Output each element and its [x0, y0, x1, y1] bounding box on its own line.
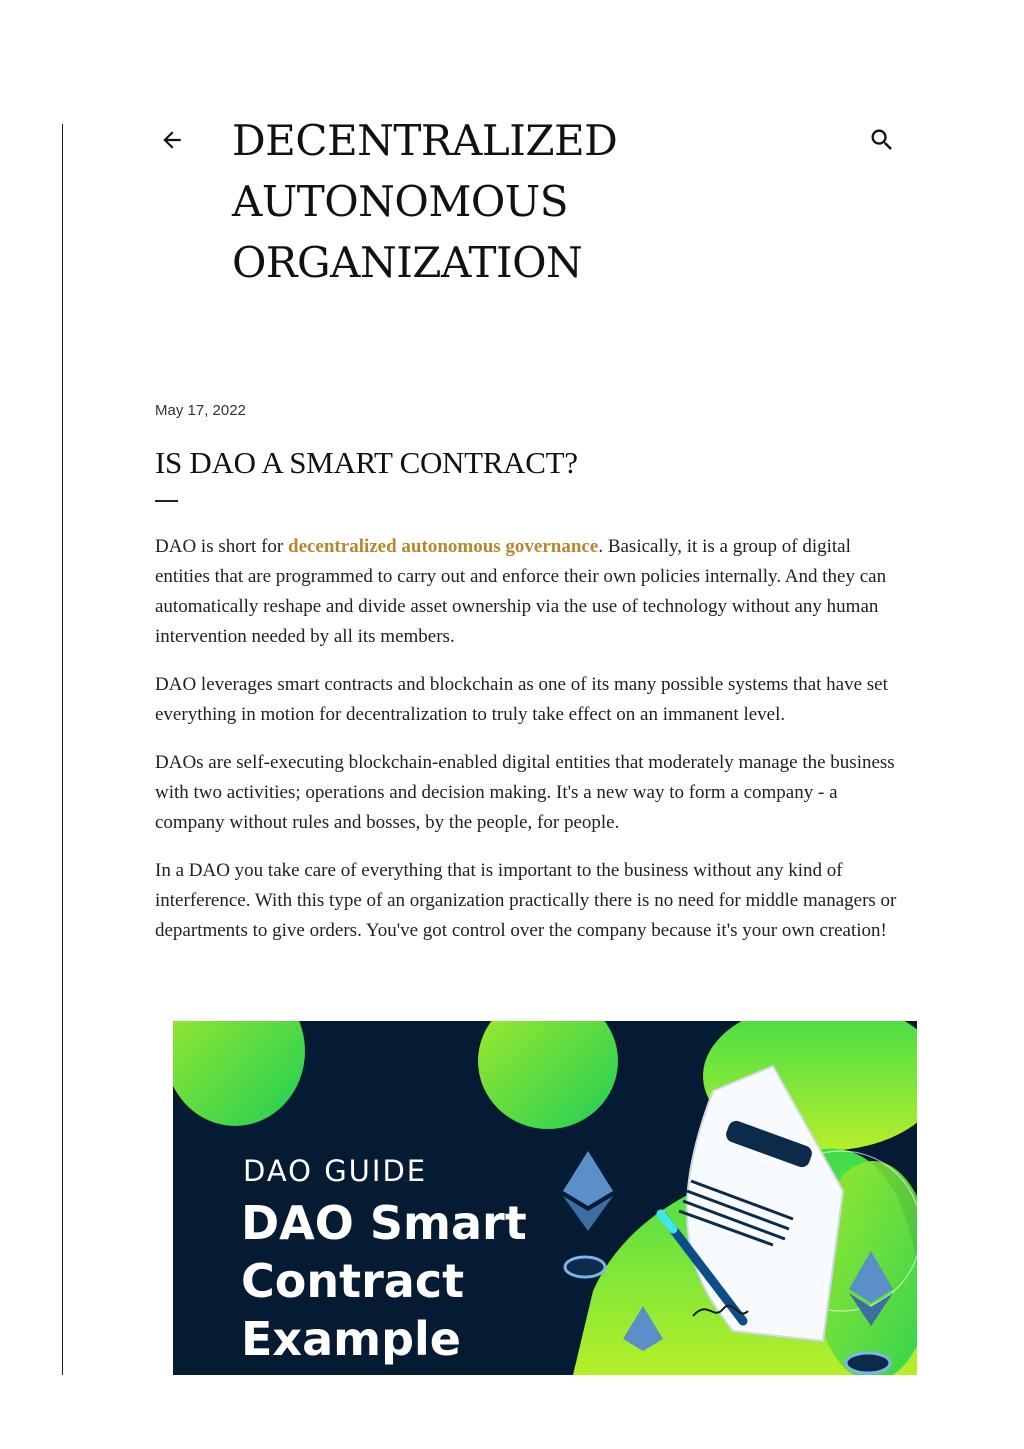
image-kicker: DAO GUIDE — [243, 1154, 428, 1188]
image-line-1: DAO Smart — [241, 1196, 527, 1250]
post-title: IS DAO A SMART CONTRACT? — [155, 445, 578, 480]
back-button[interactable] — [150, 118, 194, 162]
paragraph-3: DAOs are self-executing blockchain-enabled digital entities that moderately manage the business with two activities; operations and decision making. It's a new way to form a company - a company without rules and bosses, by the people, for people. — [155, 752, 895, 833]
paragraph-1 — [155, 532, 900, 652]
coin-icon — [846, 1353, 890, 1373]
post-date[interactable]: May 17, 2022 — [155, 402, 246, 419]
governance-link[interactable]: decentralized autonomous governance — [288, 536, 599, 557]
paragraph-1-rest: . Basically, it is a group of digital entities that are programmed to carry out and enforce their own policies internally. And they can automatically reshape and divide asset ownership via the use of technology without any human intervention needed by all its members. — [155, 536, 887, 647]
image-line-3: Example — [241, 1312, 461, 1366]
coin-icon — [565, 1257, 605, 1277]
arrow-left-icon — [159, 127, 185, 153]
post-body — [155, 532, 900, 964]
search-icon — [868, 126, 896, 154]
paragraph-1-lead: DAO is short for — [155, 536, 288, 557]
paragraph-2: DAO leverages smart contracts and blockchain as one of its many possible systems that have set everything in motion for decentralization to truly take effect on an immanent level. — [155, 674, 888, 725]
image-line-2: Contract — [241, 1254, 465, 1308]
paragraph-4: In a DAO you take care of everything that is important to the business without any kind of interference. With this type of an organization practically there is no need for middle managers or departments to give orders. You've got control over the company because it's your own creation! — [155, 860, 897, 941]
left-vertical-rule — [62, 124, 63, 1375]
post-image[interactable] — [173, 1021, 917, 1375]
title-divider — [155, 500, 178, 502]
blog-title[interactable]: DECENTRALIZED AUTONOMOUS ORGANIZATION — [232, 116, 618, 287]
search-button[interactable] — [860, 118, 904, 162]
dao-guide-illustration — [173, 1021, 917, 1375]
